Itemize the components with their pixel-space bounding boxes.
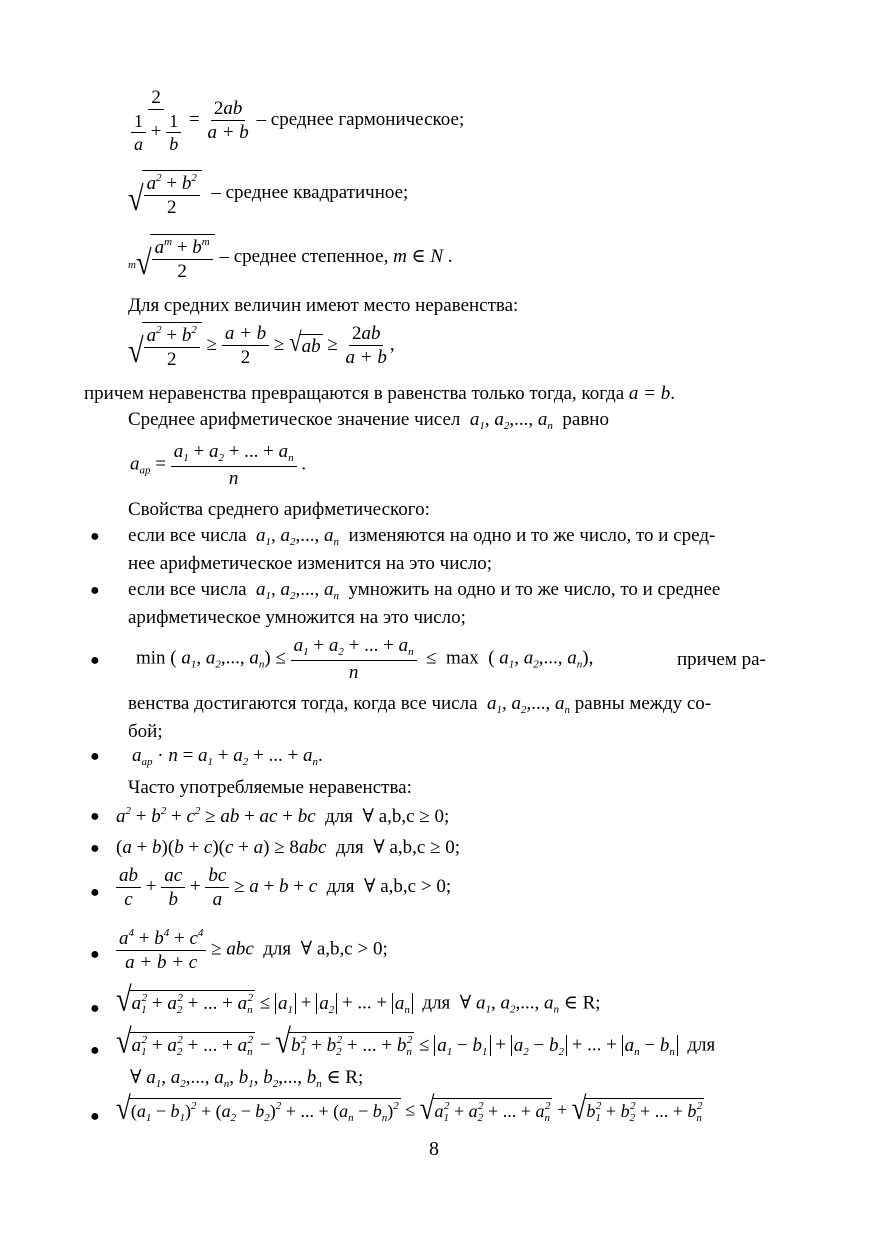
prop-3-line2-text-a: венства достигаются тогда, когда все числа [128,693,478,714]
ineq-4-cond: ∀ a,b,c > 0; [300,938,388,960]
prop-3-line2: венства достигаются тогда, когда все числа $a_1$, $a_2$,..., $a_n$ равны между со- [128,693,712,716]
prop-2-text-a: если все числа [128,579,247,600]
bullet: ● [90,1042,100,1059]
ineq-6-cond: ∈ R; [326,1067,364,1088]
arith-mean-intro: Среднее арифметическое значение чисел $a_1$, $a_2$,..., $a_n$ равно [128,409,609,432]
arith-mean-equals: равно [562,409,609,430]
ineq-1: $a^2 + b^2 + c^2$ ≥ ab + ac + bc для ∀ a,b,c ≥ 0; [116,805,450,827]
bullet: ● [90,840,100,857]
power-mean-formula: $_m$ √ $\frac{a^m + b^m}{2}$ – среднее степенное, m ∈ N . [128,236,453,282]
power-mean-label: – среднее степенное, [219,245,389,267]
for-all-text: для [335,837,364,858]
bullet: ● [90,528,100,545]
equality-note-text: причем неравенства превращаются в равенства только тогда, когда [84,383,625,404]
page-number: 8 [429,1138,439,1160]
prop-1-text-b: изменяются на одно и то же число, то и сред- [348,525,716,546]
bullet: ● [90,1108,100,1125]
bullet: ● [90,582,100,599]
ineq-6: √ $a_1^2 + a_2^2$ + ... + $a_n^2$ − √ $b_1^2 + b_2^2$ + ... + $b_n^2$ ≤ $a_1 - b_1 + a_2 - b_2$ + ... + $a_n - b_n$ для [116,1023,716,1062]
power-mean-condition: m ∈ N [393,245,444,267]
arith-mean-formula: $a_{ар}$ = $\frac{a_1 + a_2 + ... + a_n}{n}$ . [130,441,307,489]
bullet: ● [90,946,100,963]
ineq-7: √ $(a_1 - b_1)^2 + (a_2 - b_2)^2$ + ... + $(a_n - b_n)^2$ ≤ √ $a_1^2 + a_2^2$ + ... + $a_n^2$ + √ $b_1^2 + b_2^2$ + ... + $b_n^2$ [116,1090,703,1127]
quadratic-mean-label: – среднее квадратичное; [211,181,409,203]
arith-mean-intro-text: Среднее арифметическое значение чисел [128,409,461,430]
bullet: ● [90,808,100,825]
prop-2-cont: арифметическое умножится на это число; [128,607,466,628]
ineq-5-cond: ∈ R; [563,992,601,1014]
prop-1-cont: нее арифметическое изменится на это число; [128,553,493,574]
mean-inequality-chain: √ $\frac{a^2 + b^2}{2}$ ≥ $\frac{a + b}{2}$ ≥ √ ab ≥ $\frac{2ab}{a + b}$ , [128,323,395,370]
equality-condition: a = b [628,383,671,404]
prop-2-text-b: умножить на одно и то же число, то и среднее [348,579,721,600]
ineq-2: (a + b)(b + c)(c + a) ≥ 8abc для ∀ a,b,c ≥ 0; [116,837,461,858]
harmonic-mean-formula: 2 $\frac{1}{a}$ + $\frac{1}{b}$ = $\frac{2ab}{a + b}$ – среднее гармоническое; [128,88,464,153]
prop-1-text-a: если все числа [128,525,247,546]
bullet: ● [90,1000,100,1017]
props-title: Свойства среднего арифметического: [128,499,430,520]
quadratic-mean-formula: √ $\frac{a^2 + b^2}{2}$ – среднее квадратичное; [128,172,409,218]
prop-3-formula: min ( $a_1$, $a_2$,..., $a_n$) ≤ $\frac{a_1 + a_2 + ... + a_n}{n}$ ≤ max ( $a_1$, $a_2$,..., $a_n$), [136,635,594,683]
inequalities-intro: Для средних величин имеют место неравенства: [128,295,519,316]
ineq-1-cond: ∀ a,b,c ≥ 0; [362,806,450,827]
prop-3-tail: причем ра- [677,649,766,670]
prop-3-line2-text-b: равны между со- [574,693,712,714]
for-all-text: для [422,992,451,1014]
ineq-2-cond: ∀ a,b,c ≥ 0; [373,837,461,858]
for-all-text: для [263,938,292,960]
for-all-text: для [687,1034,716,1056]
harmonic-mean-label: – среднее гармоническое; [256,108,465,130]
equality-note: причем неравенства превращаются в равенства только тогда, когда a = b. [84,383,675,404]
ineq-6-cond-line: ∀ $a_1$, $a_2$,..., $a_n$, $b_1$, $b_2$,..., $b_n$ ∈ R; [130,1067,364,1090]
for-all-text: для [326,875,355,897]
prop-3-line3: бой; [128,721,163,742]
ineq-3: $\frac{ab}{c}$ + $\frac{ac}{b}$ + $\frac{bc}{a}$ ≥ a + b + c для ∀ a,b,c > 0; [116,866,451,909]
bullet: ● [90,748,100,765]
ineq-4: $\frac{a^4 + b^4 + c^4}{a + b + c}$ ≥ abc для ∀ a,b,c > 0; [116,928,388,972]
for-all-text: для [325,806,354,827]
common-title: Часто употребляемые неравенства: [128,777,412,798]
bullet: ● [90,652,100,669]
prop-4-formula: $a_{ар} \cdot n = a_1 + a_2$ + ... + $a_n$. [132,745,323,768]
prop-2: если все числа $a_1$, $a_2$,..., $a_n$ умножить на одно и то же число, то и среднее [128,579,721,602]
prop-1: если все числа $a_1$, $a_2$,..., $a_n$ изменяются на одно и то же число, то и сред- [128,525,716,548]
power-mean-period: . [447,245,453,267]
bullet: ● [90,884,100,901]
ineq-3-cond: ∀ a,b,c > 0; [364,875,452,897]
ineq-5: √ $a_1^2 + a_2^2$ + ... + $a_n^2$ ≤ $a_1 + a_2$ + ... + $a_n$ для ∀ $a_1$, $a_2$,..., $a_n$ ∈ R; [116,981,601,1020]
